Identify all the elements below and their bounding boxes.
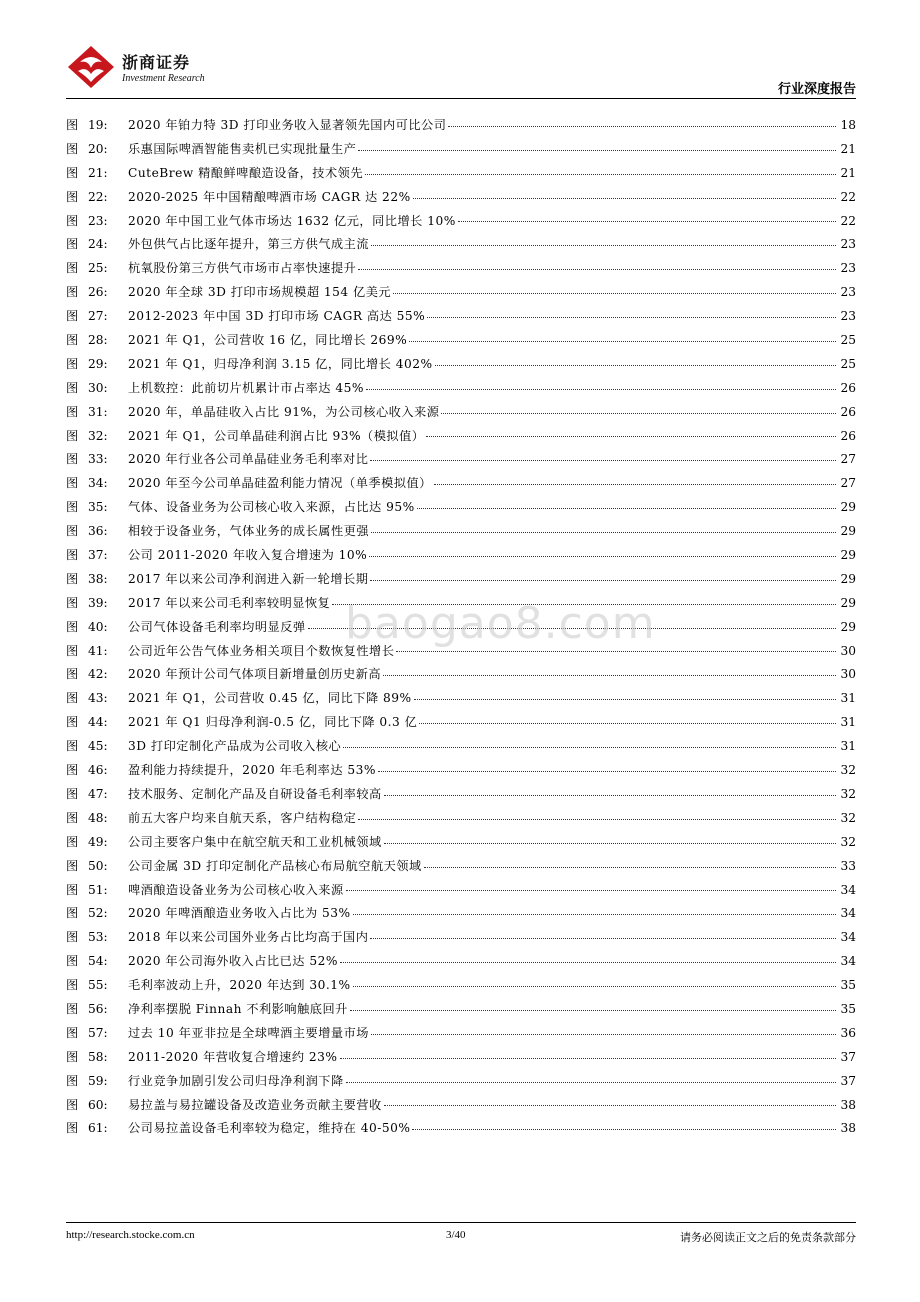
toc-figure-title[interactable]: 2020 年中国工业气体市场达 1632 亿元，同比增长 10%: [128, 213, 456, 228]
toc-dot-leader: [366, 389, 836, 390]
toc-figure-prefix: 图: [66, 548, 79, 563]
toc-row[interactable]: [66, 1022, 856, 1046]
toc-figure-prefix: 图: [66, 309, 79, 324]
toc-row[interactable]: [66, 974, 856, 998]
toc-figure-prefix: 图: [66, 356, 79, 371]
toc-figure-prefix: 图: [66, 691, 79, 706]
toc-dot-leader: [346, 1082, 836, 1083]
toc-page-number: 25: [840, 356, 856, 371]
toc-figure-number: 59:: [88, 1073, 108, 1088]
toc-figure-prefix: 图: [66, 285, 79, 300]
toc-row[interactable]: [66, 472, 856, 496]
toc-figure-number: 20:: [88, 141, 108, 156]
toc-dot-leader: [343, 747, 836, 748]
toc-figure-prefix: 图: [66, 595, 79, 610]
toc-figure-number: 26:: [88, 285, 108, 300]
toc-row[interactable]: [66, 257, 856, 281]
toc-figure-number: 52:: [88, 906, 108, 921]
toc-row[interactable]: [66, 281, 856, 305]
page-header: [66, 40, 856, 98]
toc-figure-number: 58:: [88, 1049, 108, 1064]
toc-figure-prefix: 图: [66, 1001, 79, 1016]
toc-page-number: 23: [840, 261, 856, 276]
toc-figure-number: 32:: [88, 428, 108, 443]
toc-row[interactable]: [66, 950, 856, 974]
toc-page-number: 38: [840, 1121, 856, 1136]
toc-figure-number: 27:: [88, 309, 108, 324]
toc-figure-number: 35:: [88, 500, 108, 515]
toc-dot-leader: [448, 126, 836, 127]
toc-figure-title[interactable]: 啤酒酿造设备业务为公司核心收入来源: [128, 882, 344, 897]
toc-dot-leader: [346, 890, 836, 891]
toc-row[interactable]: [66, 496, 856, 520]
toc-figure-prefix: 图: [66, 524, 79, 539]
toc-row[interactable]: [66, 425, 856, 449]
toc-row[interactable]: [66, 926, 856, 950]
toc-page-number: 34: [840, 906, 856, 921]
toc-figure-prefix: 图: [66, 786, 79, 801]
toc-figure-prefix: 图: [66, 213, 79, 228]
toc-figure-prefix: 图: [66, 978, 79, 993]
toc-dot-leader: [370, 580, 836, 581]
toc-row[interactable]: [66, 114, 856, 138]
toc-figure-prefix: 图: [66, 141, 79, 156]
toc-figure-number: 55:: [88, 978, 108, 993]
toc-page-number: 32: [840, 763, 856, 778]
toc-dot-leader: [340, 962, 836, 963]
toc-page-number: 30: [840, 667, 856, 682]
toc-figure-title[interactable]: 2020 年铂力特 3D 打印业务收入显著领先国内可比公司: [128, 118, 447, 132]
toc-page-number: 29: [840, 595, 856, 610]
toc-figure-title[interactable]: 2021 年 Q1，公司营收 0.45 亿，同比下降 89%: [128, 691, 412, 706]
toc-figure-title[interactable]: 2011-2020 年营收复合增速约 23%: [128, 1049, 338, 1064]
toc-figure-prefix: 图: [66, 500, 79, 515]
page-number: 3/40: [446, 1229, 466, 1241]
toc-figure-title[interactable]: 2017 年以来公司净利润进入新一轮增长期: [128, 571, 369, 586]
toc-dot-leader: [358, 819, 836, 820]
toc-figure-number: 39:: [88, 595, 108, 610]
toc-figure-number: 40:: [88, 619, 108, 634]
toc-figure-prefix: 图: [66, 930, 79, 945]
toc-row[interactable]: [66, 329, 856, 353]
toc-figure-title[interactable]: 乐惠国际啤酒智能售卖机已实现批量生产: [128, 141, 357, 156]
toc-figure-title[interactable]: 易拉盖与易拉罐设备及改造业务贡献主要营收: [128, 1097, 382, 1112]
toc-figure-number: 41:: [88, 643, 108, 658]
toc-figure-prefix: 图: [66, 1025, 79, 1040]
toc-figure-prefix: 图: [66, 237, 79, 252]
toc-figure-prefix: 图: [66, 189, 79, 204]
toc-page-number: 25: [840, 333, 856, 348]
toc-figure-number: 48:: [88, 810, 108, 825]
toc-dot-leader: [458, 221, 836, 222]
toc-dot-leader: [424, 867, 836, 868]
toc-figure-number: 29:: [88, 356, 108, 371]
toc-row[interactable]: [66, 377, 856, 401]
toc-figure-title[interactable]: 公司主要客户集中在航空航天和工业机械领域: [128, 834, 382, 849]
toc-figure-prefix: 图: [66, 428, 79, 443]
header-divider: [66, 98, 856, 99]
toc-row[interactable]: [66, 210, 856, 234]
toc-figure-number: 22:: [88, 189, 108, 204]
toc-row[interactable]: [66, 1046, 856, 1070]
toc-figure-number: 54:: [88, 954, 108, 969]
toc-row[interactable]: [66, 162, 856, 186]
toc-figure-number: 51:: [88, 882, 108, 897]
toc-figure-number: 47:: [88, 786, 108, 801]
toc-dot-leader: [370, 460, 836, 461]
toc-figure-number: 49:: [88, 834, 108, 849]
toc-page-number: 34: [840, 954, 856, 969]
toc-figure-title[interactable]: 2021 年 Q1，公司单晶硅利润占比 93%（模拟值）: [128, 428, 425, 443]
toc-figure-number: 56:: [88, 1001, 108, 1016]
toc-figure-title[interactable]: 行业竞争加剧引发公司归母净利润下降: [128, 1073, 344, 1088]
toc-dot-leader: [434, 484, 836, 485]
toc-row[interactable]: [66, 568, 856, 592]
toc-page-number: 27: [840, 476, 856, 491]
toc-figure-number: 60:: [88, 1097, 108, 1112]
toc-figure-title[interactable]: 2020 年，单晶硅收入占比 91%，为公司核心收入来源: [128, 404, 440, 419]
toc-page-number: 29: [840, 571, 856, 586]
toc-figure-title[interactable]: 2012-2023 年中国 3D 打印市场 CAGR 高达 55%: [128, 309, 426, 324]
toc-figure-title[interactable]: 气体、设备业务为公司核心收入来源，占比达 95%: [128, 500, 415, 515]
toc-row[interactable]: [66, 186, 856, 210]
toc-page-number: 30: [840, 643, 856, 658]
toc-dot-leader: [409, 341, 836, 342]
toc-dot-leader: [370, 938, 836, 939]
toc-figure-prefix: 图: [66, 404, 79, 419]
toc-dot-leader: [340, 1058, 837, 1059]
watermark: baogao8.com: [345, 598, 656, 649]
toc-figure-title[interactable]: 公司近年公告气体业务相关项目个数恢复性增长: [128, 643, 395, 658]
toc-row[interactable]: [66, 1117, 856, 1141]
toc-figure-title[interactable]: 技术服务、定制化产品及自研设备毛利率较高: [128, 786, 382, 801]
toc-dot-leader: [384, 843, 836, 844]
toc-row[interactable]: [66, 711, 856, 735]
toc-row[interactable]: [66, 305, 856, 329]
toc-page-number: 29: [840, 619, 856, 634]
toc-figure-prefix: 图: [66, 118, 79, 132]
toc-figure-title[interactable]: 盈利能力持续提升，2020 年毛利率达 53%: [128, 763, 376, 778]
toc-figure-number: 30:: [88, 380, 108, 395]
toc-row[interactable]: [66, 879, 856, 903]
toc-figure-title[interactable]: 2020 年啤酒酿造业务收入占比为 53%: [128, 906, 351, 921]
toc-figure-title[interactable]: 2018 年以来公司国外业务占比均高于国内: [128, 930, 369, 945]
toc-figure-title[interactable]: 公司金属 3D 打印定制化产品核心布局航空航天领域: [128, 858, 422, 873]
toc-figure-title[interactable]: 3D 打印定制化产品成为公司收入核心: [128, 739, 342, 754]
toc-figure-prefix: 图: [66, 834, 79, 849]
toc-figure-number: 34:: [88, 476, 108, 491]
toc-figure-number: 37:: [88, 548, 108, 563]
toc-row[interactable]: [66, 544, 856, 568]
toc-figure-number: 19:: [88, 118, 108, 132]
toc-figure-number: 61:: [88, 1121, 108, 1136]
toc-dot-leader: [384, 1105, 836, 1106]
toc-dot-leader: [441, 413, 836, 414]
toc-figure-title[interactable]: 2021 年 Q1 归母净利润-0.5 亿，同比下降 0.3 亿: [128, 715, 418, 730]
toc-figure-number: 50:: [88, 858, 108, 873]
toc-figure-prefix: 图: [66, 715, 79, 730]
toc-dot-leader: [417, 508, 836, 509]
toc-figure-title[interactable]: 2020 年预计公司气体项目新增量创历史新高: [128, 667, 382, 682]
toc-figure-number: 44:: [88, 715, 108, 730]
toc-page-number: 32: [840, 786, 856, 801]
toc-page-number: 26: [840, 404, 856, 419]
toc-dot-leader: [358, 150, 836, 151]
toc-row[interactable]: [66, 687, 856, 711]
toc-figure-prefix: 图: [66, 1121, 79, 1136]
toc-figure-title[interactable]: 2020-2025 年中国精酿啤酒市场 CAGR 达 22%: [128, 189, 411, 204]
toc-figure-prefix: 图: [66, 882, 79, 897]
toc-page-number: 27: [840, 452, 856, 467]
toc-dot-leader: [353, 986, 836, 987]
toc-figure-title[interactable]: 相较于设备业务，气体业务的成长属性更强: [128, 524, 370, 539]
toc-figure-number: 42:: [88, 667, 108, 682]
toc-figure-title[interactable]: 2020 年全球 3D 打印市场规模超 154 亿美元: [128, 285, 392, 300]
toc-row[interactable]: [66, 783, 856, 807]
toc-dot-leader: [427, 317, 836, 318]
toc-row[interactable]: [66, 520, 856, 544]
toc-figure-prefix: 图: [66, 739, 79, 754]
toc-row[interactable]: [66, 138, 856, 162]
toc-page-number: 26: [840, 428, 856, 443]
toc-figure-prefix: 图: [66, 643, 79, 658]
toc-dot-leader: [371, 1034, 836, 1035]
toc-figure-prefix: 图: [66, 810, 79, 825]
toc-figure-title[interactable]: 2020 年公司海外收入占比已达 52%: [128, 954, 338, 969]
toc-figure-prefix: 图: [66, 763, 79, 778]
toc-row[interactable]: [66, 855, 856, 879]
toc-page-number: 35: [840, 978, 856, 993]
toc-row[interactable]: [66, 807, 856, 831]
toc-page-number: 38: [840, 1097, 856, 1112]
toc-figure-title[interactable]: 杭氧股份第三方供气市场市占率快速提升: [128, 261, 357, 276]
toc-figure-title[interactable]: 净利率摆脱 Finnah 不利影响触底回升: [128, 1001, 348, 1016]
toc-figure-title[interactable]: 过去 10 年亚非拉是全球啤酒主要增量市场: [128, 1025, 369, 1040]
toc-row[interactable]: [66, 233, 856, 257]
toc-dot-leader: [413, 198, 836, 199]
toc-dot-leader: [426, 436, 836, 437]
toc-figure-number: 36:: [88, 524, 108, 539]
toc-row[interactable]: [66, 1070, 856, 1094]
toc-dot-leader: [365, 174, 836, 175]
toc-figure-title[interactable]: 2017 年以来公司毛利率较明显恢复: [128, 595, 331, 610]
toc-figure-prefix: 图: [66, 1073, 79, 1088]
toc-dot-leader: [412, 1129, 836, 1130]
toc-row[interactable]: [66, 1094, 856, 1118]
toc-figure-title[interactable]: 毛利率波动上升，2020 年达到 30.1%: [128, 978, 351, 993]
toc-figure-title[interactable]: 2021 年 Q1，公司营收 16 亿，同比增长 269%: [128, 333, 408, 348]
toc-figure-prefix: 图: [66, 1097, 79, 1112]
toc-figure-title[interactable]: 公司气体设备毛利率均明显反弹: [128, 619, 306, 634]
toc-page-number: 32: [840, 834, 856, 849]
toc-page-number: 34: [840, 930, 856, 945]
toc-figure-prefix: 图: [66, 1049, 79, 1064]
toc-dot-leader: [383, 675, 836, 676]
toc-dot-leader: [393, 293, 836, 294]
toc-row[interactable]: [66, 831, 856, 855]
toc-dot-leader: [435, 365, 836, 366]
toc-dot-leader: [378, 771, 836, 772]
toc-dot-leader: [384, 795, 836, 796]
toc-dot-leader: [350, 1010, 836, 1011]
toc-figure-number: 23:: [88, 213, 108, 228]
toc-figure-prefix: 图: [66, 619, 79, 634]
toc-page-number: 22: [840, 189, 856, 204]
toc-figure-title[interactable]: 2020 年行业各公司单晶硅业务毛利率对比: [128, 452, 369, 467]
toc-figure-number: 31:: [88, 404, 108, 419]
toc-figure-title[interactable]: CuteBrew 精酿鲜啤酿造设备，技术领先: [128, 165, 364, 180]
toc-figure-number: 38:: [88, 571, 108, 586]
toc-page-number: 26: [840, 380, 856, 395]
toc-figure-prefix: 图: [66, 452, 79, 467]
toc-dot-leader: [353, 914, 836, 915]
footer-divider: [66, 1222, 856, 1223]
toc-page-number: 34: [840, 882, 856, 897]
toc-page-number: 35: [840, 1001, 856, 1016]
toc-dot-leader: [419, 723, 836, 724]
toc-figure-number: 46:: [88, 763, 108, 778]
toc-figure-title[interactable]: 前五大客户均来自航天系，客户结构稳定: [128, 810, 357, 825]
toc-figure-number: 45:: [88, 739, 108, 754]
footer-url-link[interactable]: http://research.stocke.com.cn: [66, 1229, 195, 1241]
toc-dot-leader: [371, 245, 836, 246]
toc-figure-prefix: 图: [66, 380, 79, 395]
toc-figure-number: 21:: [88, 165, 108, 180]
toc-row[interactable]: [66, 663, 856, 687]
toc-page-number: 23: [840, 237, 856, 252]
toc-dot-leader: [371, 532, 836, 533]
toc-dot-leader: [396, 651, 836, 652]
toc-page-number: 23: [840, 309, 856, 324]
toc-page-number: 36: [840, 1025, 856, 1040]
toc-page-number: 37: [840, 1049, 856, 1064]
toc-row[interactable]: [66, 735, 856, 759]
disclaimer-note: 请务必阅读正文之后的免责条款部分: [680, 1231, 856, 1244]
toc-page-number: 29: [840, 548, 856, 563]
toc-figure-title[interactable]: 2021 年 Q1，归母净利润 3.15 亿，同比增长 402%: [128, 356, 433, 371]
report-type-label: 行业深度报告: [777, 82, 856, 97]
toc-figure-title[interactable]: 上机数控：此前切片机累计市占率达 45%: [128, 380, 364, 395]
toc-row[interactable]: [66, 448, 856, 472]
toc-figure-title[interactable]: 外包供气占比逐年提升，第三方供气成主流: [128, 237, 370, 252]
toc-row[interactable]: [66, 401, 856, 425]
toc-figure-prefix: 图: [66, 261, 79, 276]
toc-figure-prefix: 图: [66, 571, 79, 586]
toc-figure-number: 53:: [88, 930, 108, 945]
toc-dot-leader: [414, 699, 836, 700]
toc-figure-prefix: 图: [66, 858, 79, 873]
toc-page-number: 31: [840, 739, 856, 754]
brand-logo-icon: [66, 44, 116, 90]
brand-name: 浙商证券: [122, 53, 191, 72]
toc-row[interactable]: [66, 902, 856, 926]
toc-figure-title[interactable]: 2020 年至今公司单晶硅盈利能力情况（单季模拟值）: [128, 476, 432, 491]
toc-dot-leader: [369, 556, 836, 557]
toc-figure-number: 43:: [88, 691, 108, 706]
toc-figure-prefix: 图: [66, 165, 79, 180]
toc-figure-prefix: 图: [66, 906, 79, 921]
toc-page-number: 21: [840, 165, 856, 180]
toc-figure-prefix: 图: [66, 667, 79, 682]
toc-figure-prefix: 图: [66, 954, 79, 969]
toc-figure-prefix: 图: [66, 333, 79, 348]
toc-page-number: 33: [840, 858, 856, 873]
toc-row[interactable]: [66, 759, 856, 783]
toc-page-number: 31: [840, 691, 856, 706]
toc-page-number: 37: [840, 1073, 856, 1088]
toc-row[interactable]: [66, 353, 856, 377]
toc-figure-number: 25:: [88, 261, 108, 276]
toc-page-number: 21: [840, 141, 856, 156]
toc-page-number: 32: [840, 810, 856, 825]
toc-figure-number: 28:: [88, 333, 108, 348]
toc-page-number: 18: [840, 118, 856, 132]
toc-figure-number: 24:: [88, 237, 108, 252]
toc-figure-title[interactable]: 公司 2011-2020 年收入复合增速为 10%: [128, 548, 368, 563]
toc-dot-leader: [358, 269, 836, 270]
toc-page-number: 29: [840, 500, 856, 515]
toc-figure-number: 33:: [88, 452, 108, 467]
toc-figure-prefix: 图: [66, 476, 79, 491]
toc-page-number: 31: [840, 715, 856, 730]
toc-page-number: 23: [840, 285, 856, 300]
brand-subtitle: Investment Research: [122, 73, 205, 84]
toc-page-number: 29: [840, 524, 856, 539]
toc-page-number: 22: [840, 213, 856, 228]
toc-row[interactable]: [66, 998, 856, 1022]
toc-figure-number: 57:: [88, 1025, 108, 1040]
toc-figure-title[interactable]: 公司易拉盖设备毛利率较为稳定，维持在 40-50%: [128, 1121, 411, 1136]
